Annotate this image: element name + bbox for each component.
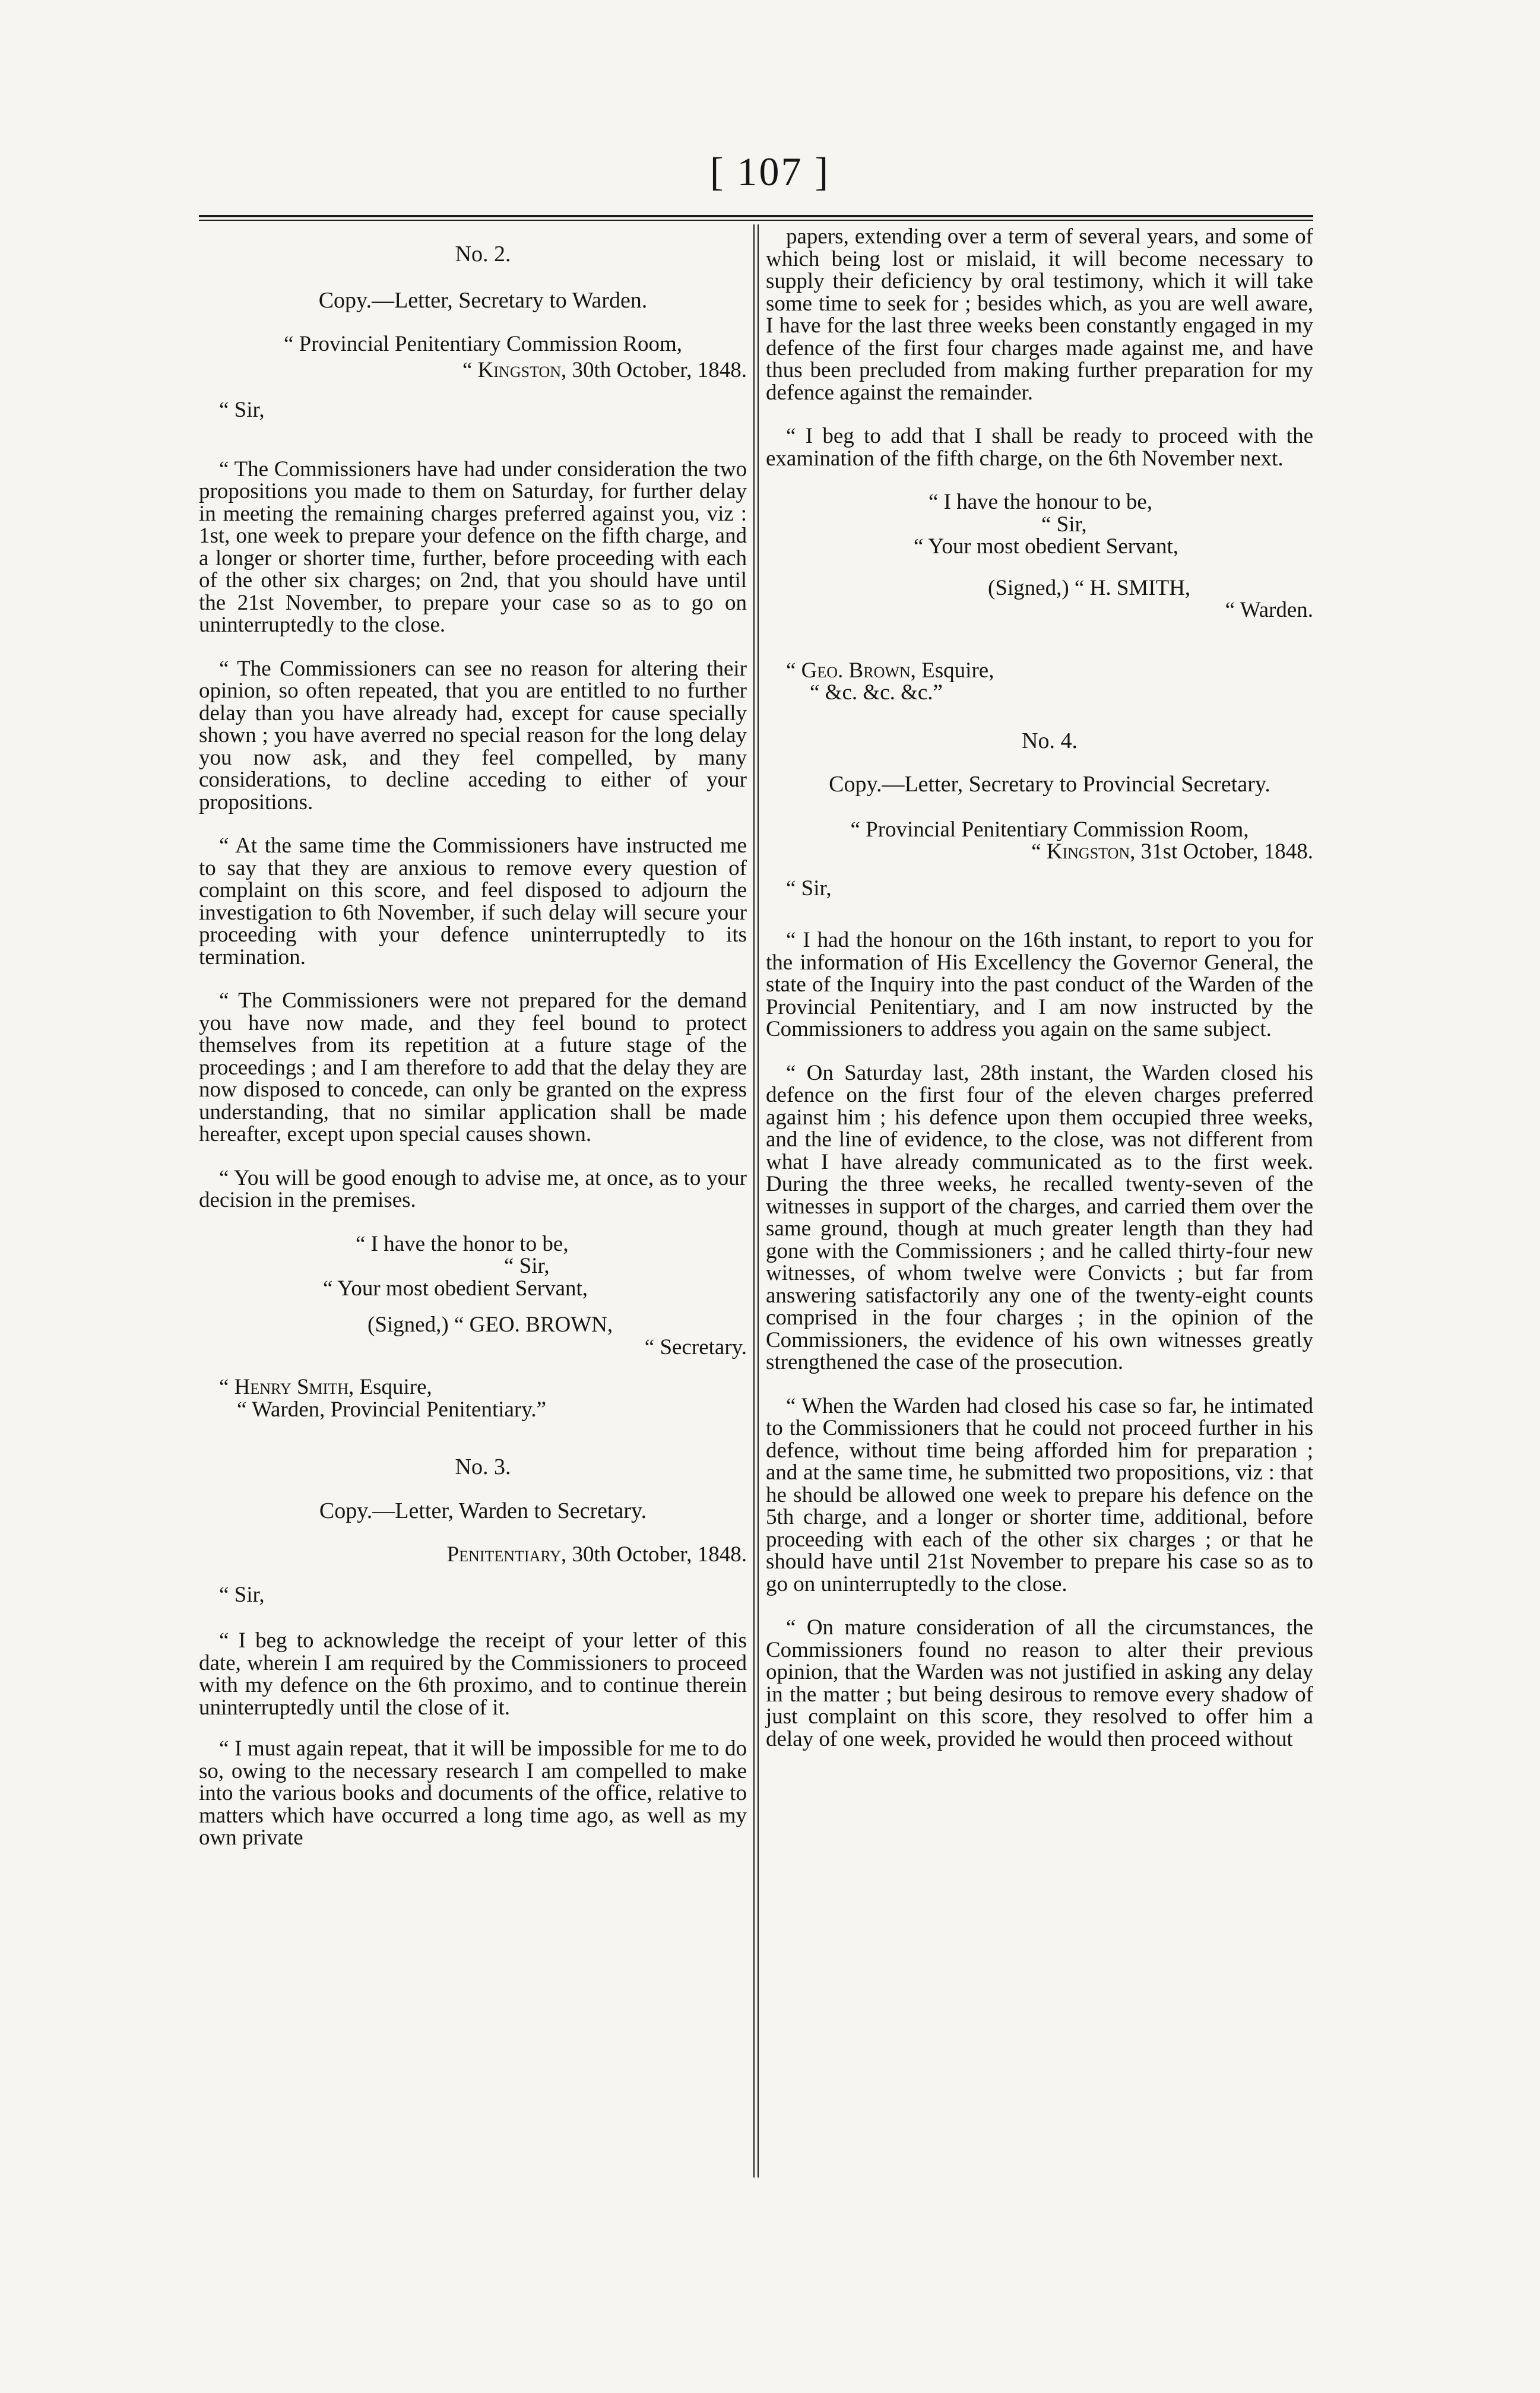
letter2-paragraph: “ The Commissioners can see no reason for altering their opinion, so often repeated, that you are entitled to no further delay than you have already had, except for cause specially shown ; you have averred no special reason for the long delay you now ask, and they feel compelled, by many considerations, to decline acceding to either of your propositions. [199,656,747,814]
letter2-closing-3: “ Your most obedient Servant, [323,1276,588,1301]
letter3-copy-line: Copy.—Letter, Warden to Secretary. [319,1498,647,1523]
letter4-dateline [766,841,1313,863]
letter2-dateline [199,359,747,382]
letter4-place-city: “ Kingston [1031,839,1130,864]
letter3-signature: (Signed,) “ H. SMITH, [988,575,1191,600]
letter2-signature: (Signed,) “ GEO. BROWN, [367,1313,613,1337]
letter2-paragraph: “ The Commissioners were not prepared for the demand you have now made, and they feel bound to protect themselves from its repetition at a future stage of the proceedings ; and I am therefore to add that the delay they are now disposed to concede, can only be granted on the express understanding, that no similar application shall be made hereafter, except upon special causes shown. [199,988,747,1146]
letter4-paragraph: “ When the Warden had closed his case so far, he intimated to the Commissioners that he could not proceed further in his defence, without time being afforded him for preparation ; and at the same time, he submitted two propositions, viz : that he should be allowed one week to prepare his defence on the 5th charge, and a longer or shorter time, additional, before proceeding with each of the other six charges ; or that he should have until 21st November to prepare his case so as to go on uninterruptedly to the close. [766,1393,1313,1596]
column-divider-left [753,224,755,2178]
letter4-copy-line: Copy.—Letter, Secretary to Provincial Secretary. [829,772,1270,797]
letter3-addressee-2: “ &c. &c. &c.” [810,680,943,705]
letter4-paragraph: “ I had the honour on the 16th instant, to report to you for the information of His Excellency the Governor General, the state of the Inquiry into the past conduct of the Warden of the Provincial Penitentiary, and I am now instructed by the Commissioners to address you again on the same subject. [766,928,1313,1041]
letter3-place: Penitentiary [446,1542,562,1567]
letter3-signatory-title: “ Warden. [1225,598,1313,622]
letter4-paragraph: “ On Saturday last, 28th instant, the Warden closed his defence on the first four of the eleven charges preferred against him ; his defence upon them occupied three weeks, and the line of evidence, to the close, was not different from what I have already communicated as to the first week. During the three weeks, he recalled twenty-seven of the witnesses in support of the charges, and carried them over the same ground, though at much greater length than they had gone with the Commissioners ; and he called thirty-four new witnesses, of whom twelve were Convicts ; but far from answering satisfactorily any one of the twenty-eight counts comprised in the four charges ; in the opinion of the Commissioners, the evidence of his own witnesses greatly strengthened the case of the prosecution. [766,1060,1313,1374]
letter3-paragraph: “ I beg to acknowledge the receipt of your letter of this date, wherein I am required by the Commissioners to proceed with my defence on the 6th proximo, and to continue therein uninterruptedly until the close of it. [199,1628,747,1720]
letter3-closing-1: “ I have the honour to be, [929,490,1153,514]
letter3-date: , 30th October, 1848. [561,1542,747,1567]
letter3-addressee-rest: , Esquire, [910,658,994,683]
letter2-place-city: “ Kingston [462,357,562,382]
letter2-addressee-2: “ Warden, Provincial Penitentiary.” [237,1397,547,1422]
letter3-dateline [199,1543,747,1566]
letter2-copy-line: Copy.—Letter, Secretary to Warden. [318,287,648,313]
letter2-closing-1: “ I have the honor to be, [356,1231,569,1256]
letter3-addressee [766,660,1313,682]
letter2-paragraph: “ At the same time the Commissioners have instructed me to say that they are anxious to remove every question of complaint on this score, and feel disposed to adjourn the investigation to 6th November, if such delay will secure your proceeding with your defence uninterruptedly to its termination. [199,833,747,969]
header-rule-thin [199,220,1313,221]
page-number: [ 107 ] [709,149,831,194]
letter2-salutation: “ Sir, [219,398,265,422]
letter3-paragraph-continues: “ I must again repeat, that it will be impossible for me to do so, owing to the necessary research I am compelled to make into the various books and documents of the office, relative to matters which have occurred a long time ago, as well as my own private [199,1736,747,1850]
letter4-number: No. 4. [1022,728,1078,753]
letter2-paragraph: “ You will be good enough to advise me, at once, as to your decision in the premises. [199,1165,747,1212]
letter3-paragraph: “ I beg to add that I shall be ready to proceed with the examination of the fifth charge, on the 6th November next. [766,424,1313,471]
letter2-number: No. 2. [455,242,511,267]
left-column [199,226,747,1849]
letter3-addressee-name: “ Geo. Brown [786,658,911,683]
letter2-addressee [199,1376,747,1399]
letter2-closing-2: “ Sir, [504,1254,550,1278]
letter2-signatory-title: “ Secretary. [644,1335,747,1359]
letter2-addressee-rest: , Esquire, [348,1375,432,1399]
letter3-closing-3: “ Your most obedient Servant, [914,534,1179,559]
letter4-salutation: “ Sir, [786,876,832,901]
header-rule-thick [199,215,1313,217]
letter2-paragraph: “ The Commissioners have had under consideration the two propositions you made to them on Saturday, for further delay in meeting the remaining charges preferred against you, viz : 1st, one week to prepare your defence on the fifth charge, and a longer or shorter time, further, before proceeding with each of the other six charges; on 2nd, that you should have until the 21st November, to prepare your case so as to go on uninterruptedly to the close. [199,457,747,637]
letter3-number: No. 3. [455,1454,511,1479]
letter2-date: , 30th October, 1848. [561,357,747,382]
letter2-place: “ Provincial Penitentiary Commission Room, [283,332,683,356]
letter2-addressee-name: “ Henry Smith [219,1375,348,1399]
right-column [766,226,1313,1750]
column-divider-right [758,224,759,2178]
letter3-paragraph-continuation: papers, extending over a term of several years, and some of which being lost or mislaid, it will become necessary to supply their deficiency by oral testimony, which it will take some time to seek for ; besides which, as you are well aware, I have for the last three weeks been constantly engaged in my defence of the first four charges made against me, and have thus been precluded from making further preparation for my defence against the remainder. [766,224,1313,405]
letter4-paragraph: “ On mature consideration of all the circumstances, the Commissioners found no reason to alter their previous opinion, that the Warden was not justified in asking any delay in the matter ; but being desirous to remove every shadow of just complaint on this score, they resolved to offer him a delay of one week, provided he would then proceed without [766,1615,1313,1751]
letter4-date: , 31st October, 1848. [1130,839,1313,864]
letter4-place: “ Provincial Penitentiary Commission Room, [850,817,1249,842]
letter3-salutation: “ Sir, [219,1582,265,1607]
letter3-closing-2: “ Sir, [1041,512,1087,537]
